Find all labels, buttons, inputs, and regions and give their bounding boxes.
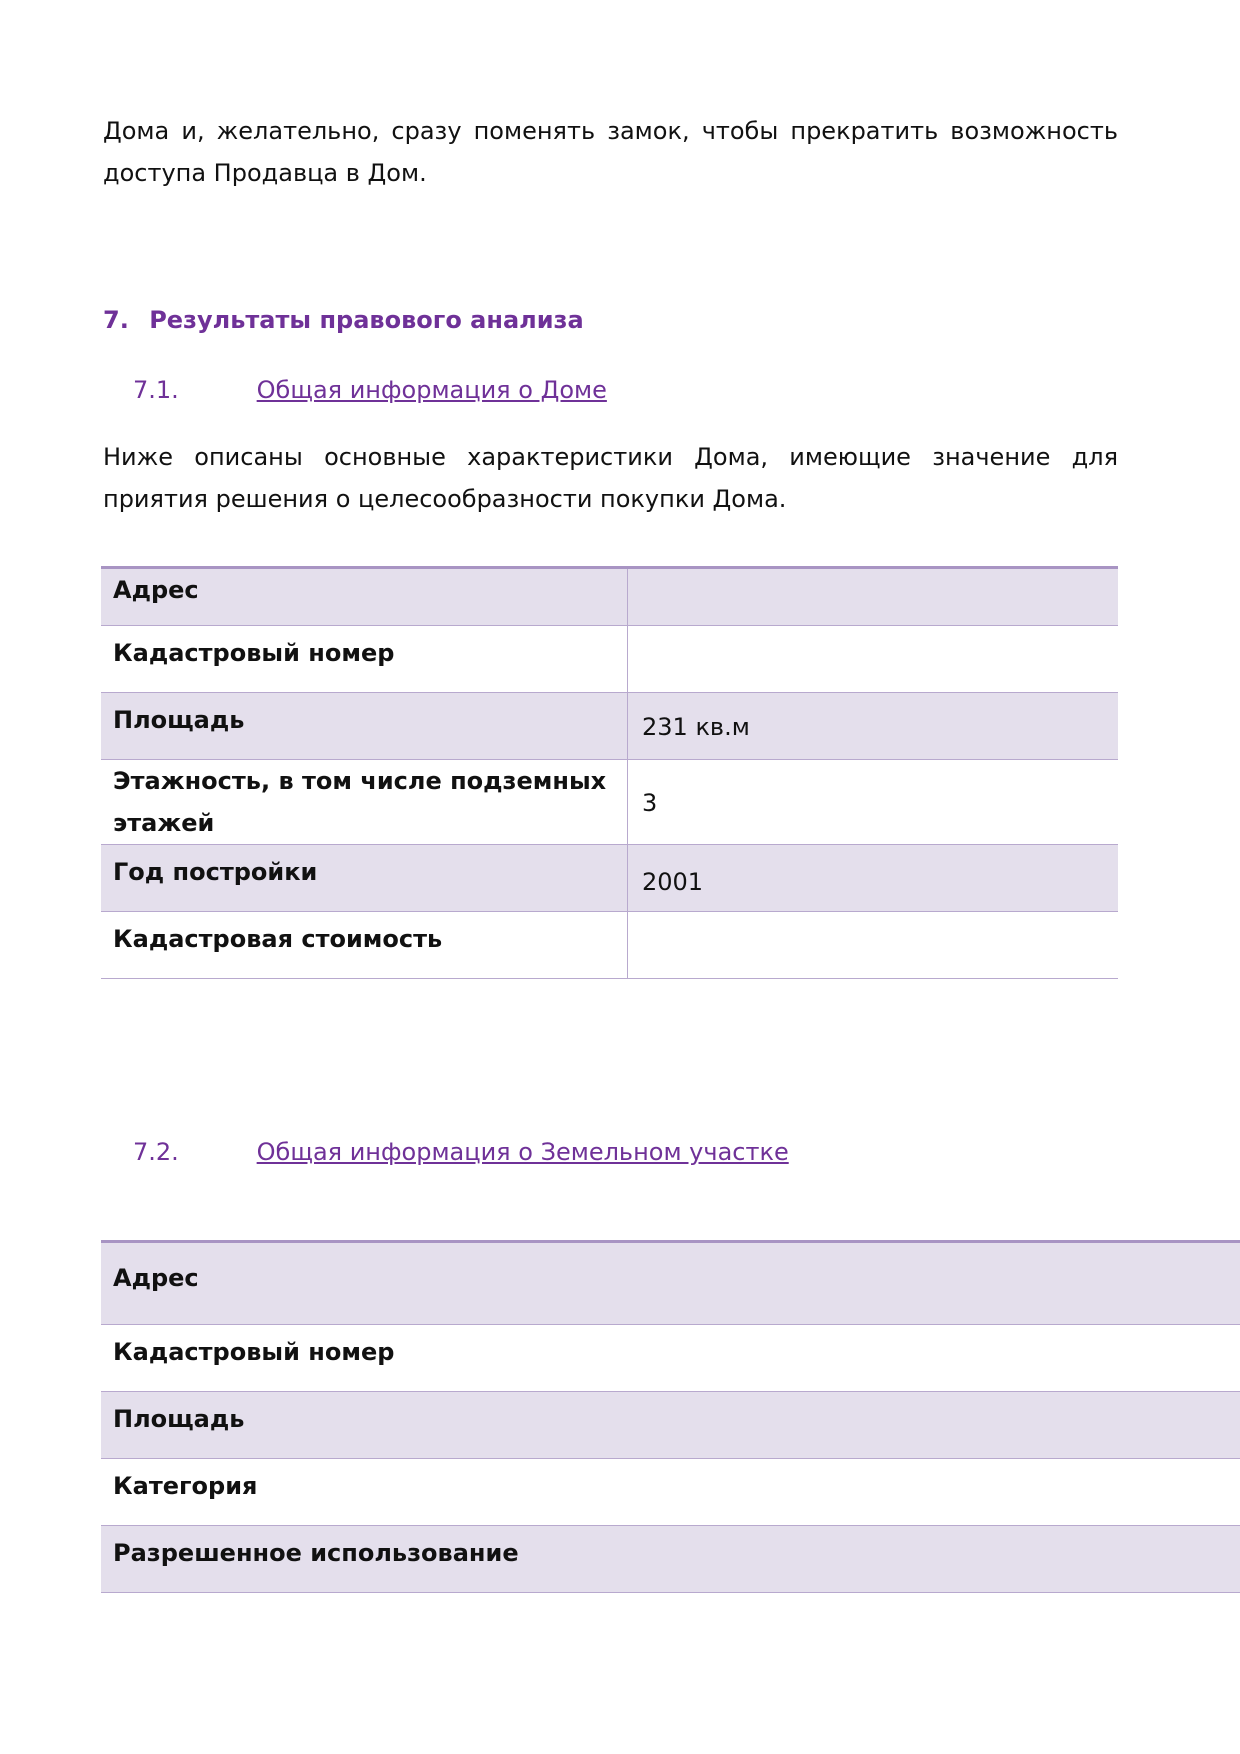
subsection-number: 7.2. [133, 1138, 179, 1166]
subsection-link-house[interactable]: Общая информация о Доме [256, 376, 607, 404]
row-value: 3 [628, 760, 1119, 845]
table-row [101, 1325, 1240, 1392]
description-paragraph: Ниже описаны основные характеристики Дома, имеющие значение для приятия решения о целесообразности покупки Дома. [103, 443, 1118, 513]
subsection-number: 7.1. [133, 376, 179, 404]
row-label: Категория [101, 1459, 1240, 1526]
row-label: Кадастровый номер [101, 1325, 1240, 1392]
row-label: Площадь [101, 693, 628, 760]
subsection-7-1 [133, 376, 607, 404]
table-row [101, 1526, 1240, 1593]
intro-paragraph: Дома и, желательно, сразу поменять замок, чтобы прекратить возможность доступа Продавца в Дом. [103, 117, 1118, 187]
land-info-table [101, 1240, 1240, 1593]
section-title: Результаты правового анализа [149, 306, 584, 334]
row-value: 2001 [628, 845, 1119, 912]
row-label: Площадь [101, 1392, 1240, 1459]
row-value [628, 912, 1119, 979]
row-value [628, 626, 1119, 693]
subsection-7-2 [133, 1138, 789, 1166]
row-label: Этажность, в том числе подземных этажей [101, 760, 628, 845]
row-label: Адрес [101, 568, 628, 626]
subsection-link-land[interactable]: Общая информация о Земельном участке [256, 1138, 789, 1166]
table-row [101, 568, 1118, 626]
table-row [101, 912, 1118, 979]
section-heading [103, 306, 584, 334]
table-row [101, 760, 1118, 845]
row-value [628, 568, 1119, 626]
house-info-table [101, 566, 1118, 979]
row-label: Кадастровая стоимость [101, 912, 628, 979]
section-number: 7. [103, 306, 129, 334]
table-row [101, 1459, 1240, 1526]
table-row [101, 1392, 1240, 1459]
row-label: Адрес [101, 1242, 1240, 1325]
table-row [101, 1242, 1240, 1325]
table-row [101, 845, 1118, 912]
row-label: Кадастровый номер [101, 626, 628, 693]
row-label: Разрешенное использование [101, 1526, 1240, 1593]
table-row [101, 626, 1118, 693]
row-value: 231 кв.м [628, 693, 1119, 760]
table-row [101, 693, 1118, 760]
row-label: Год постройки [101, 845, 628, 912]
